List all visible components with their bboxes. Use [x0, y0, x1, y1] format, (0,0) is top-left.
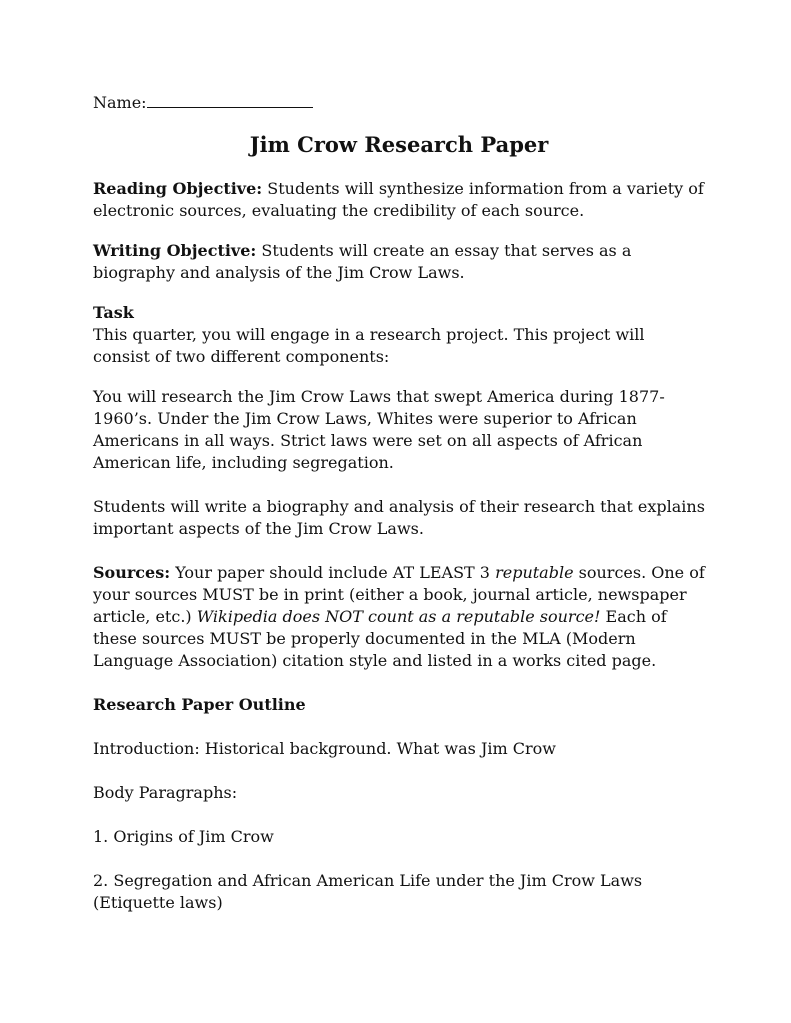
component-two: Students will write a biography and analysis of their research that explains important aspects of the Jim Crow Laws.	[93, 497, 705, 538]
task-heading	[93, 302, 705, 324]
reading-objective-label: Reading Objective:	[93, 179, 263, 198]
page-title: Jim Crow Research Paper	[249, 132, 549, 157]
sources-text-2: sources. One of your sources MUST be in print (either a book, journal article, newspaper article, etc.)	[93, 563, 705, 626]
name-label: Name:	[93, 93, 147, 112]
writing-objective-label: Writing Objective:	[93, 241, 257, 260]
writing-objective-text: Students will create an essay that serves as a biography and analysis of the Jim Crow Laws.	[93, 241, 632, 282]
outline-body-label: Body Paragraphs:	[93, 783, 238, 802]
sources-label: Sources:	[93, 563, 171, 582]
outline-item-1: 1. Origins of Jim Crow	[93, 827, 274, 846]
outline-introduction: Introduction: Historical background. What was Jim Crow	[93, 739, 556, 758]
outline-heading-text: Research Paper Outline	[93, 695, 306, 714]
outline-item-2: 2. Segregation and African American Life under the Jim Crow Laws (Etiquette laws)	[93, 871, 643, 912]
task-text: This quarter, you will engage in a research project. This project will consist of two different components:	[93, 325, 645, 366]
worksheet-page	[93, 92, 705, 936]
reading-objective-text: Students will synthesize information from a variety of electronic sources, evaluating the credibility of each source.	[93, 179, 704, 220]
task-heading-text: Task	[93, 303, 134, 322]
component-one: You will research the Jim Crow Laws that swept America during 1877-1960’s. Under the Jim Crow Laws, Whites were superior to African Americans in all ways. Strict laws were set on all aspects of African American life, including segregation.	[93, 387, 665, 472]
name-blank-line	[147, 93, 313, 108]
sources-text-3: Each of these sources MUST be properly documented in the MLA (Modern Language Association) citation style and listed in a works cited page.	[93, 607, 667, 670]
sources-text-1: Your paper should include AT LEAST 3	[175, 563, 490, 582]
sources-wikipedia-note: Wikipedia does NOT count as a reputable source!	[196, 607, 601, 626]
writing-objective	[93, 240, 705, 284]
reading-objective	[93, 178, 705, 222]
outline-heading	[93, 694, 705, 716]
sources-reputable: reputable	[495, 563, 574, 582]
sources-paragraph	[93, 562, 705, 672]
name-line	[93, 92, 705, 114]
